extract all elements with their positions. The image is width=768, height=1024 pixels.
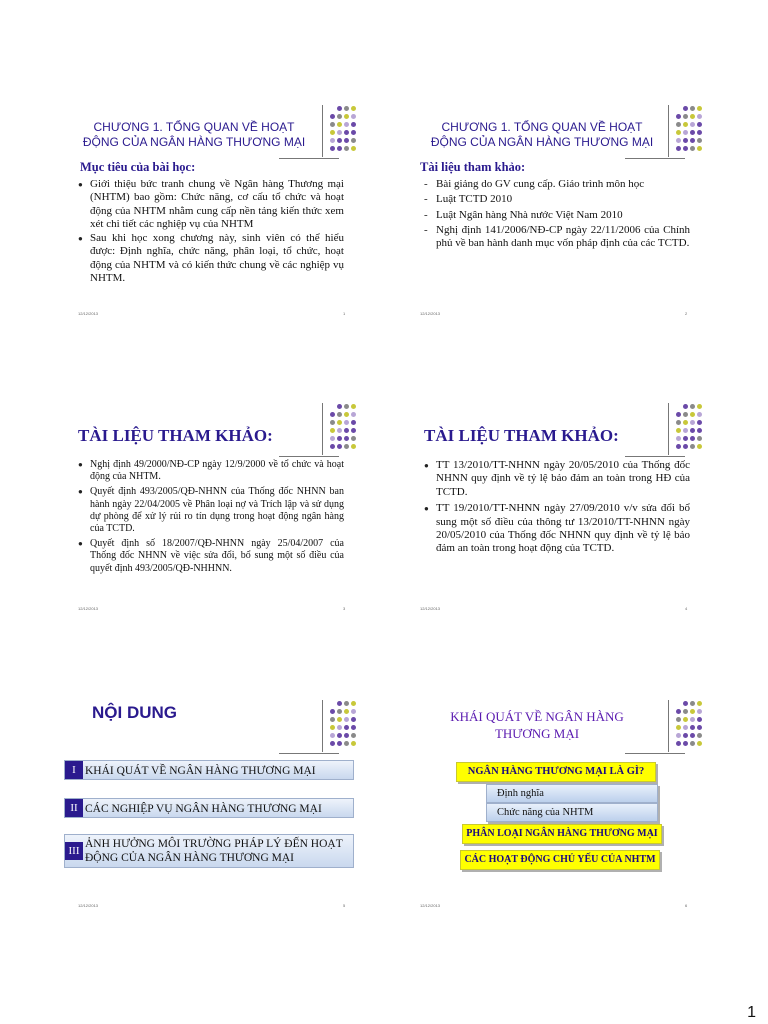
decor-dot bbox=[697, 130, 702, 135]
list-item: ● Nghị định 49/2000/NĐ-CP ngày 12/9/2000 về tổ chức và hoạt động của NHTM. bbox=[78, 459, 344, 483]
decor-dot bbox=[697, 114, 702, 119]
decor-dot bbox=[683, 701, 688, 706]
list-item: - Nghị định 141/2006/NĐ-CP ngày 22/11/2006 của Chính phủ về ban hành danh mục vốn pháp định của các TCTD. bbox=[424, 224, 690, 251]
decor-dot bbox=[697, 412, 702, 417]
section-number: III bbox=[65, 842, 83, 860]
decor-dot bbox=[690, 725, 695, 730]
decor-dot bbox=[344, 428, 349, 433]
decor-dot bbox=[697, 122, 702, 127]
slide-title: CHƯƠNG 1. TỔNG QUAN VỀ HOẠT ĐỘNG CỦA NGÂN HÀNG THƯƠNG MẠI bbox=[430, 120, 654, 149]
decor-dot bbox=[676, 122, 681, 127]
decor-dot bbox=[683, 444, 688, 449]
decor-dot bbox=[337, 717, 342, 722]
decor-dots bbox=[330, 700, 360, 752]
decor-dot bbox=[690, 146, 695, 151]
decor-dot bbox=[337, 733, 342, 738]
section-number: II bbox=[65, 799, 83, 817]
decor-dots bbox=[676, 105, 706, 157]
decor-dot bbox=[683, 428, 688, 433]
divider bbox=[668, 700, 669, 752]
decor-dot bbox=[337, 436, 342, 441]
slide-5 bbox=[64, 700, 364, 940]
decor-dot bbox=[690, 436, 695, 441]
slide-date: 12/12/2013 bbox=[78, 903, 99, 908]
section-item-3 bbox=[64, 834, 354, 868]
divider bbox=[322, 105, 323, 157]
slide-date: 12/12/2013 bbox=[78, 606, 99, 611]
decor-dot bbox=[344, 436, 349, 441]
decor-dot bbox=[330, 428, 335, 433]
decor-dot bbox=[344, 717, 349, 722]
decor-dot bbox=[330, 130, 335, 135]
decor-dot bbox=[330, 122, 335, 127]
list-item: - Luật Ngân hàng Nhà nước Việt Nam 2010 bbox=[424, 209, 690, 222]
decor-dot bbox=[330, 420, 335, 425]
bullet-list bbox=[78, 178, 344, 286]
section-item-2 bbox=[64, 798, 354, 818]
definition-item: Định nghĩa bbox=[486, 784, 658, 803]
decor-dot bbox=[683, 709, 688, 714]
decor-dot bbox=[683, 114, 688, 119]
decor-dot bbox=[351, 436, 356, 441]
slide-number: 4 bbox=[685, 606, 688, 611]
slide-title: NỘI DUNG bbox=[92, 703, 177, 722]
decor-dot bbox=[683, 130, 688, 135]
decor-dot bbox=[697, 741, 702, 746]
decor-dot bbox=[683, 404, 688, 409]
decor-dot bbox=[337, 404, 342, 409]
decor-dot bbox=[351, 146, 356, 151]
decor-dot bbox=[676, 709, 681, 714]
decor-dot bbox=[344, 733, 349, 738]
decor-dot bbox=[690, 741, 695, 746]
decor-dot bbox=[337, 428, 342, 433]
decor-dot bbox=[330, 709, 335, 714]
slide-number: 5 bbox=[343, 903, 346, 908]
divider bbox=[625, 158, 685, 159]
decor-dot bbox=[330, 741, 335, 746]
divider bbox=[625, 456, 685, 457]
decor-dot bbox=[344, 106, 349, 111]
decor-dot bbox=[330, 138, 335, 143]
slide-date: 12/12/2013 bbox=[420, 903, 441, 908]
section-number: I bbox=[65, 761, 83, 779]
decor-dot bbox=[351, 114, 356, 119]
slide-1 bbox=[64, 105, 364, 345]
decor-dots bbox=[330, 403, 360, 455]
decor-dot bbox=[351, 122, 356, 127]
decor-dot bbox=[344, 146, 349, 151]
decor-dot bbox=[690, 709, 695, 714]
list-item: ● Quyết định số 18/2007/QĐ-NHNN ngày 25/04/2007 của Thống đốc NHNN về việc sửa đổi, bổ sung một số điều của quyết định 493/2005/QĐ-NHHNN. bbox=[78, 538, 344, 575]
decor-dot bbox=[690, 717, 695, 722]
decor-dot bbox=[697, 420, 702, 425]
decor-dot bbox=[337, 701, 342, 706]
decor-dot bbox=[351, 130, 356, 135]
decor-dot bbox=[351, 412, 356, 417]
decor-dot bbox=[337, 122, 342, 127]
decor-dot bbox=[697, 436, 702, 441]
decor-dots bbox=[676, 403, 706, 455]
decor-dot bbox=[676, 428, 681, 433]
decor-dot bbox=[697, 733, 702, 738]
divider bbox=[322, 403, 323, 455]
slide-subtitle: Tài liệu tham khảo: bbox=[420, 160, 526, 174]
section-label: KHÁI QUÁT VỀ NGÂN HÀNG THƯƠNG MẠI bbox=[85, 765, 316, 777]
decor-dot bbox=[344, 412, 349, 417]
decor-dot bbox=[344, 741, 349, 746]
slide-number: 3 bbox=[343, 606, 346, 611]
decor-dot bbox=[690, 404, 695, 409]
decor-dot bbox=[683, 725, 688, 730]
decor-dot bbox=[697, 428, 702, 433]
decor-dot bbox=[351, 106, 356, 111]
decor-dot bbox=[351, 709, 356, 714]
slide-title: TÀI LIỆU THAM KHẢO: bbox=[424, 426, 619, 445]
decor-dot bbox=[330, 725, 335, 730]
slide-date: 12/12/2013 bbox=[420, 606, 441, 611]
slide-number: 1 bbox=[343, 311, 346, 316]
slide-number: 6 bbox=[685, 903, 688, 908]
slide-subtitle: Mục tiêu của bài học: bbox=[80, 160, 196, 174]
decor-dot bbox=[676, 733, 681, 738]
decor-dot bbox=[351, 717, 356, 722]
decor-dot bbox=[351, 701, 356, 706]
decor-dot bbox=[690, 138, 695, 143]
decor-dot bbox=[683, 741, 688, 746]
list-item: - Bài giảng do GV cung cấp. Giáo trình môn học bbox=[424, 178, 690, 191]
decor-dot bbox=[337, 106, 342, 111]
decor-dot bbox=[330, 146, 335, 151]
decor-dot bbox=[351, 428, 356, 433]
decor-dot bbox=[344, 709, 349, 714]
decor-dot bbox=[351, 733, 356, 738]
decor-dot bbox=[676, 130, 681, 135]
decor-dot bbox=[683, 412, 688, 417]
decor-dot bbox=[344, 122, 349, 127]
decor-dot bbox=[676, 114, 681, 119]
decor-dot bbox=[337, 130, 342, 135]
decor-dot bbox=[676, 436, 681, 441]
decor-dot bbox=[697, 701, 702, 706]
decor-dot bbox=[697, 138, 702, 143]
section-item-1 bbox=[64, 760, 354, 780]
decor-dot bbox=[351, 420, 356, 425]
slide-title: CHƯƠNG 1. TỔNG QUAN VỀ HOẠT ĐỘNG CỦA NGÂN HÀNG THƯƠNG MẠI bbox=[82, 120, 306, 149]
slide-date: 12/12/2013 bbox=[78, 311, 99, 316]
decor-dot bbox=[683, 138, 688, 143]
decor-dot bbox=[337, 412, 342, 417]
decor-dot bbox=[351, 404, 356, 409]
decor-dot bbox=[697, 444, 702, 449]
decor-dot bbox=[676, 444, 681, 449]
divider bbox=[668, 403, 669, 455]
decor-dot bbox=[337, 709, 342, 714]
slide-6 bbox=[412, 700, 712, 940]
decor-dot bbox=[330, 412, 335, 417]
decor-dot bbox=[330, 114, 335, 119]
decor-dot bbox=[337, 420, 342, 425]
bullet-list bbox=[424, 178, 690, 251]
section-label: ẢNH HƯỞNG MÔI TRƯỜNG PHÁP LÝ ĐẾN HOẠT ĐỘNG CỦA NGÂN HÀNG THƯƠNG MẠI bbox=[85, 838, 343, 864]
decor-dot bbox=[337, 146, 342, 151]
decor-dot bbox=[676, 420, 681, 425]
decor-dot bbox=[351, 725, 356, 730]
decor-dot bbox=[344, 404, 349, 409]
decor-dot bbox=[344, 114, 349, 119]
divider bbox=[322, 700, 323, 752]
decor-dot bbox=[690, 733, 695, 738]
decor-dot bbox=[330, 436, 335, 441]
decor-dot bbox=[690, 122, 695, 127]
list-item: - Luật TCTD 2010 bbox=[424, 193, 690, 206]
decor-dot bbox=[683, 146, 688, 151]
decor-dots bbox=[330, 105, 360, 157]
decor-dots bbox=[676, 700, 706, 752]
decor-dot bbox=[690, 428, 695, 433]
decor-dot bbox=[683, 122, 688, 127]
decor-dot bbox=[344, 138, 349, 143]
decor-dot bbox=[690, 412, 695, 417]
decor-dot bbox=[344, 701, 349, 706]
decor-dot bbox=[676, 138, 681, 143]
list-item: ● TT 13/2010/TT-NHNN ngày 20/05/2010 của Thống đốc NHNN quy định về tỷ lệ bảo đảm an toàn trong HĐ của TCTD. bbox=[424, 459, 690, 499]
decor-dot bbox=[690, 106, 695, 111]
classification-item: PHÂN LOẠI NGÂN HÀNG THƯƠNG MẠI bbox=[462, 824, 662, 844]
decor-dot bbox=[344, 725, 349, 730]
decor-dot bbox=[337, 444, 342, 449]
decor-dot bbox=[344, 420, 349, 425]
decor-dot bbox=[697, 404, 702, 409]
question-what-is-nhtm: NGÂN HÀNG THƯƠNG MẠI LÀ GÌ? bbox=[456, 762, 656, 782]
decor-dot bbox=[690, 130, 695, 135]
decor-dot bbox=[337, 725, 342, 730]
decor-dot bbox=[683, 717, 688, 722]
decor-dot bbox=[337, 138, 342, 143]
decor-dot bbox=[683, 733, 688, 738]
decor-dot bbox=[690, 444, 695, 449]
decor-dot bbox=[697, 106, 702, 111]
decor-dot bbox=[337, 114, 342, 119]
slide-title: KHÁI QUÁT VỀ NGÂN HÀNG THƯƠNG MẠI bbox=[450, 709, 624, 741]
list-item: ● TT 19/2010/TT-NHNN ngày 27/09/2010 v/v sửa đổi bổ sung một số điều của thông tư 13/2010/TT-NHNN ngày 20/05/2010 của Thống đốc NHNN quy định về tỷ lệ bảo đảm an toàn trong hoạt động của TCTD. bbox=[424, 502, 690, 556]
list-item: ● Sau khi học xong chương này, sinh viên có thể hiểu được: Định nghĩa, chức năng, phân loại, tổ chức, hoạt động của NHTM và có kiến thức chung về các nghiệp vụ NHTM. bbox=[78, 232, 344, 285]
slide-4 bbox=[412, 403, 712, 643]
decor-dot bbox=[330, 717, 335, 722]
slide-date: 12/12/2013 bbox=[420, 311, 441, 316]
decor-dot bbox=[676, 717, 681, 722]
decor-dot bbox=[344, 444, 349, 449]
decor-dot bbox=[351, 741, 356, 746]
divider bbox=[625, 753, 685, 754]
section-label: CÁC NGHIỆP VỤ NGÂN HÀNG THƯƠNG MẠI bbox=[85, 803, 322, 815]
divider bbox=[279, 753, 339, 754]
divider bbox=[279, 158, 339, 159]
decor-dot bbox=[676, 725, 681, 730]
decor-dot bbox=[697, 709, 702, 714]
decor-dot bbox=[690, 701, 695, 706]
decor-dot bbox=[697, 146, 702, 151]
main-activities-item: CÁC HOẠT ĐỘNG CHỦ YẾU CỦA NHTM bbox=[460, 850, 660, 870]
decor-dot bbox=[690, 114, 695, 119]
function-item: Chức năng của NHTM bbox=[486, 803, 658, 822]
decor-dot bbox=[683, 420, 688, 425]
divider bbox=[279, 456, 339, 457]
decor-dot bbox=[330, 444, 335, 449]
decor-dot bbox=[676, 146, 681, 151]
decor-dot bbox=[697, 717, 702, 722]
decor-dot bbox=[683, 436, 688, 441]
document-page-number: 1 bbox=[747, 1004, 756, 1021]
decor-dot bbox=[344, 130, 349, 135]
decor-dot bbox=[337, 741, 342, 746]
decor-dot bbox=[690, 420, 695, 425]
slide-3 bbox=[64, 403, 364, 643]
decor-dot bbox=[351, 444, 356, 449]
list-item: ● Giới thiệu bức tranh chung về Ngân hàng Thương mại (NHTM) bao gồm: Chức năng, cơ cấu tổ chức và hoạt động của NHTM nhằm cung cấp nền tảng kiến thức xem xét chi tiết các nghiệp vụ của NHTM bbox=[78, 178, 344, 231]
divider bbox=[668, 105, 669, 157]
slide-number: 2 bbox=[685, 311, 688, 316]
list-item: ● Quyết định 493/2005/QĐ-NHNN của Thống đốc NHNN ban hành ngày 22/04/2005 về Phân loại nợ và Trích lập và sử dụng dự phòng để xử lý rủi ro tín dụng trong hoạt động ngân hàng của TCTD. bbox=[78, 486, 344, 535]
decor-dot bbox=[697, 725, 702, 730]
decor-dot bbox=[676, 741, 681, 746]
bullet-list bbox=[78, 459, 344, 576]
decor-dot bbox=[683, 106, 688, 111]
decor-dot bbox=[676, 412, 681, 417]
decor-dot bbox=[330, 733, 335, 738]
slide-2 bbox=[412, 105, 712, 345]
decor-dot bbox=[351, 138, 356, 143]
slide-title: TÀI LIỆU THAM KHẢO: bbox=[78, 426, 273, 445]
bullet-list bbox=[424, 459, 690, 557]
